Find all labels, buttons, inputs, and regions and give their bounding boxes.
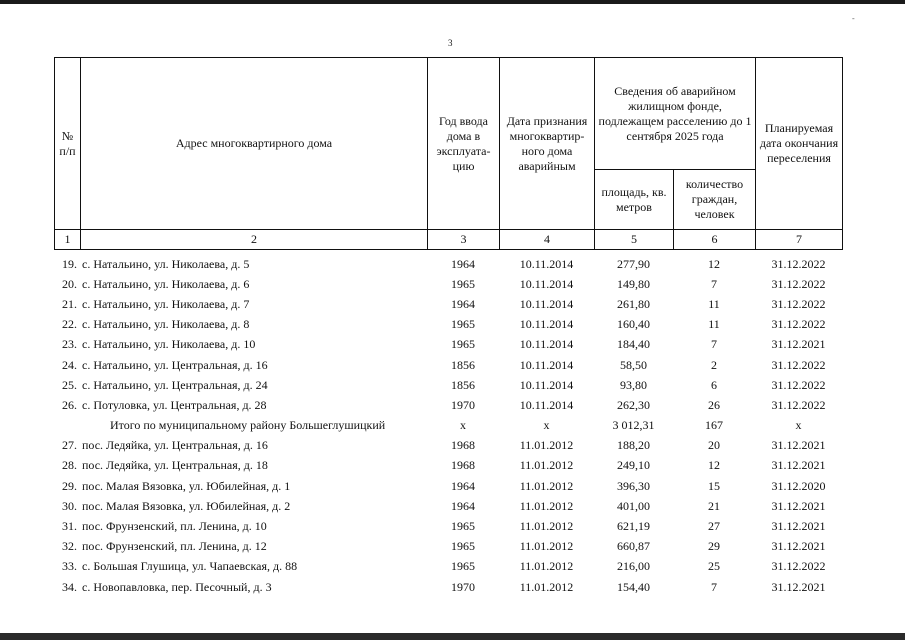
- row-year: 1965: [451, 276, 475, 291]
- row-planned: 31.12.2021: [771, 519, 826, 534]
- row-date: 10.11.2014: [519, 276, 574, 291]
- row-address: Итого по муниципальному району Большеглушицкий: [110, 418, 386, 433]
- row-people: 2: [711, 357, 717, 372]
- row-date: 10.11.2014: [519, 296, 574, 311]
- row-date: 10.11.2014: [519, 377, 574, 392]
- scan-bottom-edge: [0, 633, 905, 640]
- row-year: 1968: [451, 438, 475, 453]
- table-row: [54, 335, 842, 355]
- row-number: 28.: [62, 458, 77, 473]
- data-table: [54, 254, 842, 597]
- row-people: 7: [711, 337, 717, 352]
- row-area: 216,00: [617, 559, 650, 574]
- row-planned: 31.12.2022: [771, 559, 826, 574]
- row-planned: 31.12.2022: [771, 317, 826, 332]
- row-address: пос. Фрунзенский, пл. Ленина, д. 12: [82, 539, 267, 554]
- row-date: 11.01.2012: [519, 539, 574, 554]
- row-area: 149,80: [617, 276, 650, 291]
- column-index-row: [55, 230, 843, 250]
- row-date: 10.11.2014: [519, 317, 574, 332]
- table-row: [54, 254, 842, 274]
- row-year: 1856: [451, 357, 475, 372]
- col-index: 6: [674, 230, 756, 250]
- row-planned: 31.12.2021: [771, 579, 826, 594]
- row-people: 20: [708, 438, 720, 453]
- row-number: 21.: [62, 296, 77, 311]
- row-area: 154,40: [617, 579, 650, 594]
- row-area: 160,40: [617, 317, 650, 332]
- row-people: 26: [708, 397, 720, 412]
- col-index: 2: [81, 230, 428, 250]
- row-date: х: [543, 418, 550, 433]
- row-date: 11.01.2012: [519, 519, 574, 534]
- row-people: 25: [708, 559, 720, 574]
- row-year: 1965: [451, 519, 475, 534]
- col-index: 3: [428, 230, 500, 250]
- row-date: 11.01.2012: [519, 438, 574, 453]
- row-year: 1964: [451, 256, 475, 271]
- row-year: х: [460, 418, 466, 433]
- header-col-date: Дата признания многоквартир-ного дома аварийным: [500, 58, 595, 230]
- header-col-info: Сведения об аварийном жилищном фонде, подлежащем расселению до 1 сентября 2025 года: [595, 58, 756, 170]
- row-area: 262,30: [617, 397, 650, 412]
- table-row: [54, 456, 842, 476]
- row-area: 401,00: [617, 498, 650, 513]
- row-planned: х: [795, 418, 802, 433]
- row-date: 10.11.2014: [519, 256, 574, 271]
- row-address: с. Большая Глушица, ул. Чапаевская, д. 88: [82, 559, 298, 574]
- row-year: 1964: [451, 296, 475, 311]
- header-col-area: площадь, кв. метров: [595, 170, 674, 230]
- row-number: 34.: [62, 579, 77, 594]
- table-header: [54, 57, 843, 250]
- row-planned: 31.12.2022: [771, 377, 826, 392]
- table-row: [54, 516, 842, 536]
- row-number: 20.: [62, 276, 77, 291]
- row-year: 1970: [451, 579, 475, 594]
- row-people: 29: [708, 539, 720, 554]
- row-planned: 31.12.2021: [771, 438, 826, 453]
- header-col-planned: Планируемая дата окончания переселения: [756, 58, 843, 230]
- row-people: 6: [711, 377, 717, 392]
- row-date: 11.01.2012: [519, 579, 574, 594]
- row-date: 11.01.2012: [519, 458, 574, 473]
- row-planned: 31.12.2021: [771, 539, 826, 554]
- row-people: 11: [708, 317, 720, 332]
- row-address: с. Новопавловка, пер. Песочный, д. 3: [82, 579, 272, 594]
- row-area: 621,19: [617, 519, 650, 534]
- row-year: 1856: [451, 377, 475, 392]
- row-planned: 31.12.2020: [771, 478, 826, 493]
- row-area: 184,40: [617, 337, 650, 352]
- row-people: 7: [711, 579, 717, 594]
- row-planned: 31.12.2022: [771, 256, 826, 271]
- total-row: [54, 416, 842, 436]
- col-index: 5: [595, 230, 674, 250]
- row-area: 3 012,31: [612, 418, 655, 433]
- row-address: с. Натальино, ул. Николаева, д. 5: [82, 256, 250, 271]
- row-planned: 31.12.2021: [771, 498, 826, 513]
- row-date: 11.01.2012: [519, 498, 574, 513]
- row-number: 24.: [62, 357, 77, 372]
- col-index: 4: [500, 230, 595, 250]
- row-number: 27.: [62, 438, 77, 453]
- row-number: 32.: [62, 539, 77, 554]
- row-number: 33.: [62, 559, 77, 574]
- scan-top-edge: [0, 0, 905, 4]
- row-area: 396,30: [617, 478, 650, 493]
- table-row: [54, 577, 842, 597]
- row-area: 93,80: [620, 377, 647, 392]
- row-date: 10.11.2014: [519, 397, 574, 412]
- row-area: 261,80: [617, 296, 650, 311]
- row-year: 1965: [451, 337, 475, 352]
- corner-mark: -: [852, 14, 855, 23]
- row-number: 31.: [62, 519, 77, 534]
- row-number: 30.: [62, 498, 77, 513]
- row-planned: 31.12.2022: [771, 296, 826, 311]
- row-planned: 31.12.2021: [771, 337, 826, 352]
- row-number: 22.: [62, 317, 77, 332]
- row-number: 29.: [62, 478, 77, 493]
- row-area: 249,10: [617, 458, 650, 473]
- page-number: 3: [448, 38, 453, 48]
- row-area: 58,50: [620, 357, 647, 372]
- row-address: с. Натальино, ул. Центральная, д. 24: [82, 377, 268, 392]
- row-area: 660,87: [617, 539, 650, 554]
- row-planned: 31.12.2022: [771, 397, 826, 412]
- row-address: с. Натальино, ул. Николаева, д. 6: [82, 276, 250, 291]
- row-year: 1970: [451, 397, 475, 412]
- table-row: [54, 476, 842, 496]
- row-planned: 31.12.2022: [771, 276, 826, 291]
- row-area: 277,90: [617, 256, 650, 271]
- col-index: 7: [756, 230, 843, 250]
- row-address: с. Натальино, ул. Николаева, д. 7: [82, 296, 250, 311]
- row-address: пос. Ледяйка, ул. Центральная, д. 18: [82, 458, 268, 473]
- row-people: 7: [711, 276, 717, 291]
- row-year: 1965: [451, 317, 475, 332]
- row-people: 12: [708, 458, 720, 473]
- row-address: пос. Малая Вязовка, ул. Юбилейная, д. 1: [82, 478, 291, 493]
- row-number: 26.: [62, 397, 77, 412]
- header-col-address: Адрес многоквартирного дома: [81, 58, 428, 230]
- row-number: 23.: [62, 337, 77, 352]
- row-number: [54, 416, 80, 436]
- table-row: [54, 375, 842, 395]
- row-address: с. Натальино, ул. Николаева, д. 10: [82, 337, 256, 352]
- table-row: [54, 395, 842, 415]
- row-address: с. Натальино, ул. Николаева, д. 8: [82, 317, 250, 332]
- header-col-number: № п/п: [55, 58, 81, 230]
- row-address: с. Натальино, ул. Центральная, д. 16: [82, 357, 268, 372]
- table-row: [54, 294, 842, 314]
- row-date: 10.11.2014: [519, 337, 574, 352]
- row-people: 11: [708, 296, 720, 311]
- col-index: 1: [55, 230, 81, 250]
- table-row: [54, 436, 842, 456]
- row-year: 1965: [451, 539, 475, 554]
- row-people: 167: [705, 418, 723, 433]
- table-row: [54, 355, 842, 375]
- row-date: 11.01.2012: [519, 478, 574, 493]
- row-date: 11.01.2012: [519, 559, 574, 574]
- row-people: 27: [708, 519, 720, 534]
- row-people: 12: [708, 256, 720, 271]
- row-year: 1968: [451, 458, 475, 473]
- header-col-year: Год ввода дома в эксплуата-цию: [428, 58, 500, 230]
- row-people: 21: [708, 498, 720, 513]
- table-row: [54, 557, 842, 577]
- row-year: 1965: [451, 559, 475, 574]
- row-year: 1964: [451, 498, 475, 513]
- row-year: 1964: [451, 478, 475, 493]
- row-number: 19.: [62, 256, 77, 271]
- row-address: пос. Ледяйка, ул. Центральная, д. 16: [82, 438, 268, 453]
- table-row: [54, 496, 842, 516]
- row-address: пос. Малая Вязовка, ул. Юбилейная, д. 2: [82, 498, 291, 513]
- row-planned: 31.12.2022: [771, 357, 826, 372]
- header-col-people: количество граждан, человек: [674, 170, 756, 230]
- table-row: [54, 274, 842, 294]
- row-date: 10.11.2014: [519, 357, 574, 372]
- row-address: пос. Фрунзенский, пл. Ленина, д. 10: [82, 519, 267, 534]
- row-number: 25.: [62, 377, 77, 392]
- row-area: 188,20: [617, 438, 650, 453]
- row-address: с. Потуловка, ул. Центральная, д. 28: [82, 397, 267, 412]
- row-people: 15: [708, 478, 720, 493]
- row-planned: 31.12.2021: [771, 458, 826, 473]
- table-row: [54, 315, 842, 335]
- table-row: [54, 537, 842, 557]
